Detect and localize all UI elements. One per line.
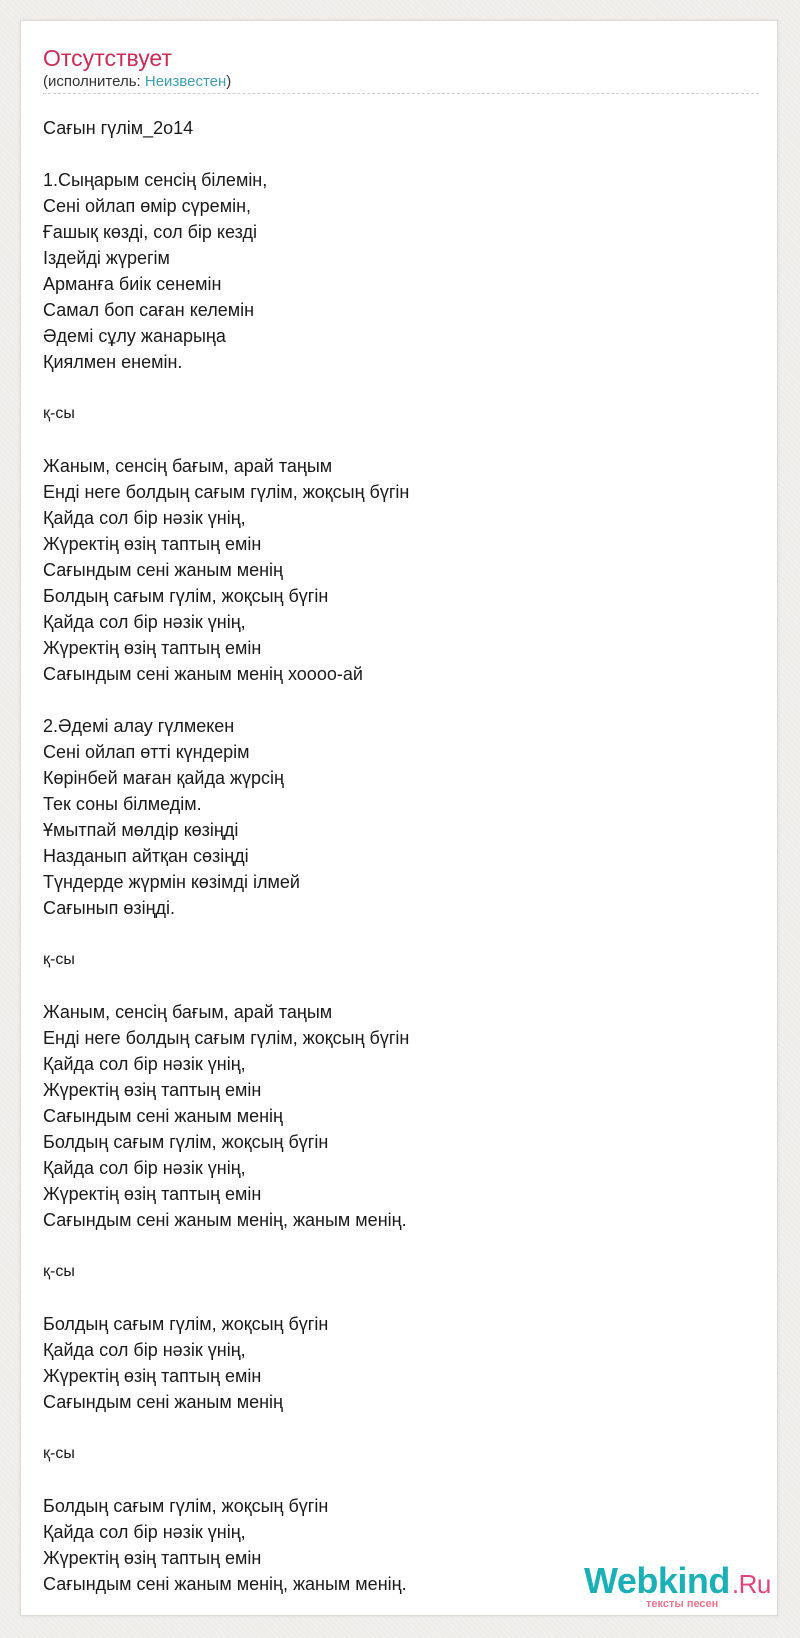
song-title: Отсутствует bbox=[43, 45, 172, 71]
lyric-line: Енді неге болдың сағым гүлім, жоқсың бүгін bbox=[43, 482, 410, 502]
blank-line bbox=[43, 1415, 759, 1441]
lyric-line: Енді неге болдың сағым гүлім, жоқсың бүгін bbox=[43, 1028, 410, 1048]
lyric-line: Қайда сол бір нәзік үнің, bbox=[43, 1158, 246, 1178]
lyric-line: Арманға биік сенемін bbox=[43, 274, 222, 294]
lyric-line: Самал боп саған келемін bbox=[43, 300, 255, 320]
lyric-line: Жаным, сенсің бағым, арай таңым bbox=[43, 456, 333, 476]
lyric-line: Сені ойлап өтті күндерім bbox=[43, 742, 250, 762]
lyric-line: Жаным, сенсің бағым, арай таңым bbox=[43, 1002, 333, 1022]
lyric-line: Ғашық көзді, сол бір кезді bbox=[43, 222, 257, 242]
lyric-line: Сағындым сені жаным менің хоооо-ай bbox=[43, 664, 363, 684]
lyric-line: Жүректің өзің таптың емін bbox=[43, 1080, 262, 1100]
header-divider bbox=[43, 93, 759, 94]
lyric-line: Сағындым сені жаным менің, жаным менің. bbox=[43, 1210, 407, 1230]
artist-prefix: (исполнитель: bbox=[43, 73, 145, 90]
lyric-line: Болдың сағым гүлім, жоқсың бүгін bbox=[43, 1496, 329, 1516]
blank-line bbox=[43, 141, 759, 167]
lyric-line: Іздейді жүрегім bbox=[43, 248, 170, 268]
blank-line bbox=[43, 1285, 759, 1311]
lyric-line: Болдың сағым гүлім, жоқсың бүгін bbox=[43, 1132, 329, 1152]
lyric-line: Сені ойлап өмір сүремін, bbox=[43, 196, 252, 216]
lyric-line: Болдың сағым гүлім, жоқсың бүгін bbox=[43, 1314, 329, 1334]
blank-line bbox=[43, 921, 759, 947]
lyric-line: Қайда сол бір нәзік үнің, bbox=[43, 612, 246, 632]
webkind-logo[interactable] bbox=[584, 1561, 784, 1621]
artist-line bbox=[43, 73, 231, 91]
lyric-line: Сағындым сені жаным менің bbox=[43, 560, 283, 580]
lyric-line: Болдың сағым гүлім, жоқсың бүгін bbox=[43, 586, 329, 606]
chorus-label: қ-сы bbox=[43, 951, 75, 968]
blank-line bbox=[43, 375, 759, 401]
chorus-label: қ-сы bbox=[43, 1445, 75, 1462]
lyric-line: Тек соны білмедім. bbox=[43, 794, 202, 814]
lyric-line: Түндерде жүрмін көзімді ілмей bbox=[43, 872, 300, 892]
lyrics-card bbox=[20, 20, 778, 1616]
blank-line bbox=[43, 973, 759, 999]
lyric-line: Жүректің өзің таптың емін bbox=[43, 638, 262, 658]
blank-line bbox=[43, 687, 759, 713]
lyric-line: Әдемі сұлу жанарыңа bbox=[43, 326, 226, 346]
blank-line bbox=[43, 1467, 759, 1493]
lyric-line: Сағындым сені жаным менің bbox=[43, 1106, 283, 1126]
chorus-label: қ-сы bbox=[43, 1263, 75, 1280]
lyric-line: 1.Сыңарым сенсің білемін, bbox=[43, 170, 268, 190]
lyrics-text bbox=[43, 115, 759, 1597]
lyric-line: Жүректің өзің таптың емін bbox=[43, 1184, 262, 1204]
lyric-line: Қиялмен енемін. bbox=[43, 352, 183, 372]
lyric-line: Жүректің өзің таптың емін bbox=[43, 1548, 262, 1568]
lyric-line: Қайда сол бір нәзік үнің, bbox=[43, 1340, 246, 1360]
logo-main-text: Webkind bbox=[584, 1560, 730, 1601]
lyric-lines bbox=[43, 141, 759, 1597]
logo-tagline: тексты песен bbox=[646, 1598, 719, 1610]
logo-suffix: .Ru bbox=[731, 1569, 771, 1599]
lyric-line: Сағындым сені жаным менің, жаным менің. bbox=[43, 1574, 407, 1594]
lyric-line: Көрінбей маған қайда жүрсің bbox=[43, 768, 284, 788]
blank-line bbox=[43, 1233, 759, 1259]
lyric-line: Жүректің өзің таптың емін bbox=[43, 534, 262, 554]
lyric-line: Сағындым сені жаным менің bbox=[43, 1392, 283, 1412]
lyric-line: Қайда сол бір нәзік үнің, bbox=[43, 1054, 246, 1074]
song-name: Сағын гүлім_2о14 bbox=[43, 118, 194, 138]
lyric-line: Сағынып өзіңді. bbox=[43, 898, 176, 918]
artist-suffix: ) bbox=[226, 73, 232, 90]
artist-link[interactable]: Неизвестен bbox=[144, 73, 227, 90]
lyric-line: Назданып айтқан сөзіңді bbox=[43, 846, 249, 866]
blank-line bbox=[43, 427, 759, 453]
lyric-line: Қайда сол бір нәзік үнің, bbox=[43, 508, 246, 528]
lyric-line: Жүректің өзің таптың емін bbox=[43, 1366, 262, 1386]
lyric-line: Қайда сол бір нәзік үнің, bbox=[43, 1522, 246, 1542]
chorus-label: қ-сы bbox=[43, 405, 75, 422]
lyric-line: 2.Әдемі алау гүлмекен bbox=[43, 716, 235, 736]
lyric-line: Ұмытпай мөлдір көзіңді bbox=[43, 820, 239, 840]
